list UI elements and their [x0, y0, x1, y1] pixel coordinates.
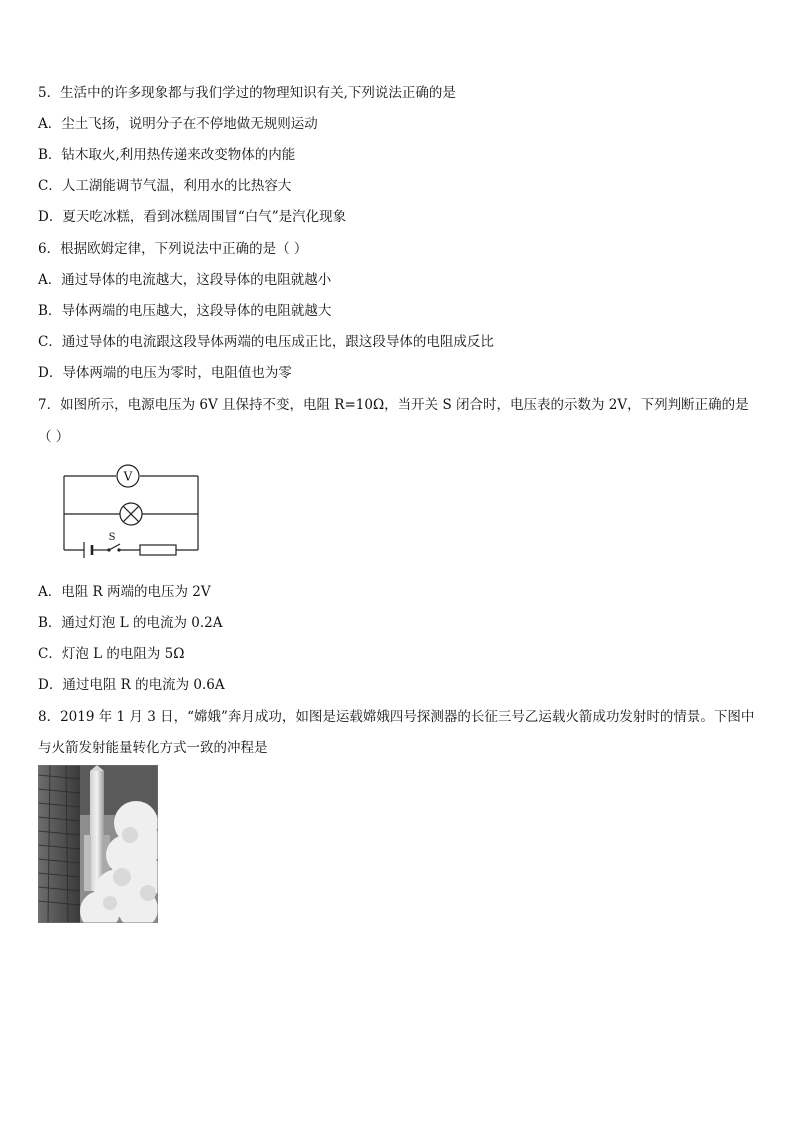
- question-7-option-b: B．通过灯泡 L 的电流为 0.2A: [38, 615, 223, 631]
- question-7-option-c: C．灯泡 L 的电阻为 5Ω: [38, 646, 185, 662]
- voltmeter-icon: [117, 465, 139, 487]
- question-6-stem: 6．根据欧姆定律，下列说法中正确的是（ ）: [38, 241, 308, 257]
- question-7-option-d: D．通过电阻 R 的电流为 0.6A: [38, 677, 225, 693]
- question-5-option-c: C．人工湖能调节气温，利用水的比热容大: [38, 178, 292, 194]
- question-5-option-a: A．尘土飞扬，说明分子在不停地做无规则运动: [38, 116, 318, 132]
- lamp-icon: [120, 503, 142, 525]
- question-6-option-c: C．通过导体的电流跟这段导体两端的电压成正比，跟这段导体的电阻成反比: [38, 334, 494, 350]
- switch-icon: [107, 532, 120, 552]
- question-5-option-b: B．钻木取火,利用热传递来改变物体的内能: [38, 147, 296, 163]
- question-5-stem: 5．生活中的许多现象都与我们学过的物理知识有关,下列说法正确的是: [38, 85, 456, 101]
- rocket-launch-photo: [38, 765, 158, 923]
- question-7-stem-line-2: （ ）: [38, 429, 70, 445]
- switch-label: S: [108, 532, 116, 543]
- battery-icon: [84, 542, 92, 558]
- question-7-stem-line-1: 7．如图所示，电源电压为 6V 且保持不变，电阻 R=10Ω，当开关 S 闭合时，电压表的示数为 2V，下列判断正确的是: [38, 397, 749, 413]
- question-7-option-a: A．电阻 R 两端的电压为 2V: [38, 584, 211, 600]
- resistor-icon: [140, 545, 176, 555]
- question-6-option-d: D．导体两端的电压为零时，电阻值也为零: [38, 365, 292, 381]
- question-6-option-b: B．导体两端的电压越大，这段导体的电阻就越大: [38, 303, 332, 319]
- voltmeter-label: V: [123, 469, 133, 484]
- question-5-option-d: D．夏天吃冰糕，看到冰糕周围冒“白气”是汽化现象: [38, 209, 347, 225]
- question-6-option-a: A．通过导体的电流越大，这段导体的电阻就越小: [38, 272, 332, 288]
- question-8-stem-line-2: 与火箭发射能量转化方式一致的冲程是: [38, 740, 268, 756]
- circuit-diagram: [58, 460, 208, 560]
- question-8-stem-line-1: 8．2019 年 1 月 3 日，“嫦娥”奔月成功，如图是运载嫦娥四号探测器的长征三号乙运载火箭成功发射时的情景。下图中: [38, 709, 755, 725]
